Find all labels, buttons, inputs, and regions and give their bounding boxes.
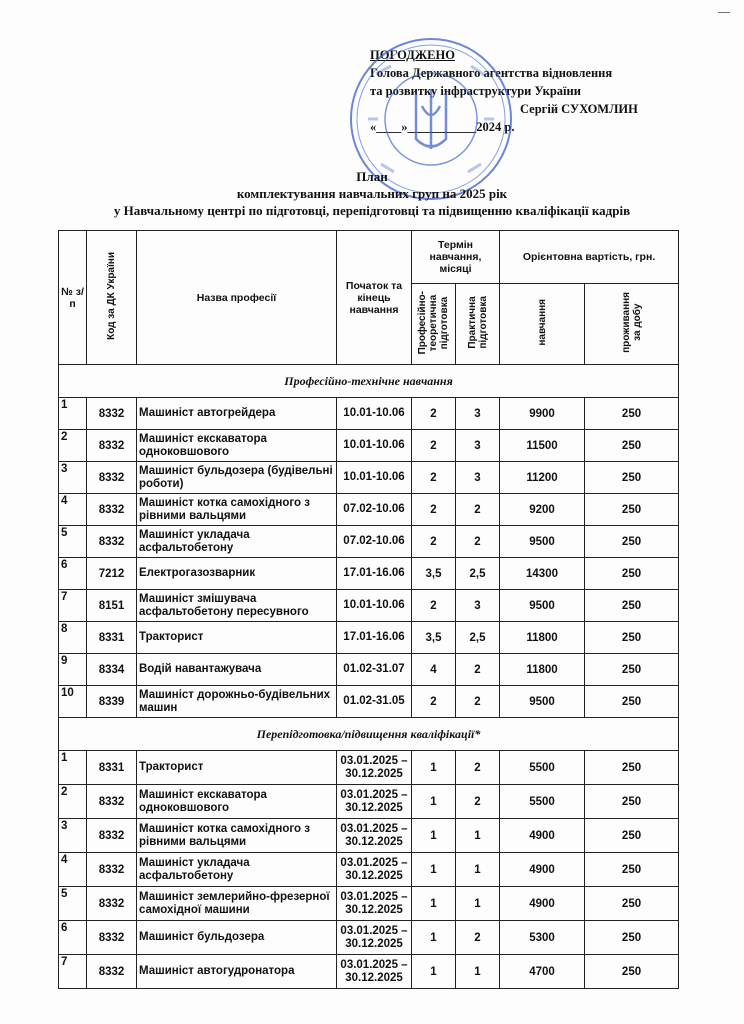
approval-heading: ПОГОДЖЕНО	[370, 48, 455, 62]
cell-theory: 1	[412, 751, 456, 785]
cell-training: 11500	[500, 430, 585, 462]
cell-theory: 1	[412, 785, 456, 819]
cell-num: 8	[59, 622, 87, 654]
plan-table	[58, 230, 679, 989]
cell-num: 10	[59, 686, 87, 718]
cell-dates: 17.01-16.06	[337, 622, 412, 654]
cell-living: 250	[585, 853, 679, 887]
cell-practice: 2	[456, 526, 500, 558]
cell-dates: 07.02-10.06	[337, 526, 412, 558]
table-row	[59, 921, 679, 955]
table-row	[59, 430, 679, 462]
table-body	[59, 365, 679, 989]
cell-dates: 03.01.2025 – 30.12.2025	[337, 751, 412, 785]
cell-profession: Машиніст котка самохідного з рівними вальцями	[137, 494, 337, 526]
cell-code: 8331	[87, 622, 137, 654]
cell-profession: Електрогазозварник	[137, 558, 337, 590]
header-training-text: навчання	[536, 299, 548, 346]
cell-theory: 2	[412, 430, 456, 462]
corner-mark: —	[718, 4, 730, 18]
cell-training: 5500	[500, 751, 585, 785]
cell-theory: 2	[412, 494, 456, 526]
cell-theory: 1	[412, 819, 456, 853]
cell-theory: 2	[412, 462, 456, 494]
cell-practice: 1	[456, 853, 500, 887]
cell-profession: Машиніст дорожньо-будівельних машин	[137, 686, 337, 718]
cell-practice: 1	[456, 819, 500, 853]
cell-theory: 1	[412, 921, 456, 955]
cell-training: 11800	[500, 654, 585, 686]
cell-practice: 2	[456, 654, 500, 686]
cell-practice: 2,5	[456, 558, 500, 590]
header-duration: Термін навчання, місяці	[412, 231, 500, 284]
cell-profession: Машиніст автогудронатора	[137, 955, 337, 989]
header-theory	[412, 284, 456, 365]
cell-living: 250	[585, 785, 679, 819]
cell-practice: 3	[456, 430, 500, 462]
cell-code: 8332	[87, 398, 137, 430]
cell-training: 4900	[500, 887, 585, 921]
title-line-subject: комплектування навчальних груп на 2025 рік	[236, 186, 508, 201]
table-row	[59, 751, 679, 785]
header-num: № з/п	[59, 231, 87, 365]
cell-num: 4	[59, 494, 87, 526]
title-line-center: у Навчальному центрі по підготовці, перепідготовці та підвищенню кваліфікації кадрів	[113, 203, 631, 218]
cell-theory: 2	[412, 590, 456, 622]
cell-num: 5	[59, 526, 87, 558]
cell-training: 9200	[500, 494, 585, 526]
cell-practice: 2	[456, 921, 500, 955]
cell-num: 7	[59, 955, 87, 989]
cell-code: 8332	[87, 462, 137, 494]
cell-training: 9500	[500, 590, 585, 622]
table-row	[59, 590, 679, 622]
cell-dates: 01.02-31.07	[337, 654, 412, 686]
cell-training: 11200	[500, 462, 585, 494]
cell-profession: Машиніст бульдозера (будівельні роботи)	[137, 462, 337, 494]
cell-dates: 10.01-10.06	[337, 430, 412, 462]
approval-date: «____»___________2024 р.	[370, 120, 515, 134]
approval-block	[370, 46, 730, 136]
cell-theory: 1	[412, 955, 456, 989]
cell-dates: 17.01-16.06	[337, 558, 412, 590]
cell-living: 250	[585, 590, 679, 622]
cell-practice: 3	[456, 398, 500, 430]
cell-num: 3	[59, 462, 87, 494]
cell-practice: 1	[456, 887, 500, 921]
cell-theory: 1	[412, 887, 456, 921]
cell-num: 3	[59, 819, 87, 853]
header-practice-text: Практична підготовка	[466, 296, 489, 349]
cell-theory: 2	[412, 398, 456, 430]
cell-living: 250	[585, 622, 679, 654]
cell-profession: Машиніст екскаватора одноковшового	[137, 785, 337, 819]
cell-profession: Машиніст бульдозера	[137, 921, 337, 955]
table-row	[59, 462, 679, 494]
cell-theory: 4	[412, 654, 456, 686]
cell-code: 7212	[87, 558, 137, 590]
cell-dates: 07.02-10.06	[337, 494, 412, 526]
cell-practice: 3	[456, 590, 500, 622]
cell-profession: Тракторист	[137, 751, 337, 785]
cell-training: 9500	[500, 526, 585, 558]
cell-living: 250	[585, 819, 679, 853]
cell-dates: 10.01-10.06	[337, 462, 412, 494]
header-practice	[456, 284, 500, 365]
cell-living: 250	[585, 558, 679, 590]
cell-training: 11800	[500, 622, 585, 654]
header-living-text: проживання за добу	[620, 292, 643, 353]
table-row	[59, 494, 679, 526]
cell-num: 1	[59, 751, 87, 785]
cell-dates: 03.01.2025 – 30.12.2025	[337, 887, 412, 921]
header-row	[59, 231, 679, 284]
cell-training: 9500	[500, 686, 585, 718]
cell-training: 5500	[500, 785, 585, 819]
cell-num: 2	[59, 430, 87, 462]
cell-training: 4700	[500, 955, 585, 989]
header-code	[87, 231, 137, 365]
section-header-training	[59, 365, 679, 398]
header-dates: Початок та кінець навчання	[337, 231, 412, 365]
table-row	[59, 686, 679, 718]
cell-theory: 1	[412, 853, 456, 887]
cell-num: 1	[59, 398, 87, 430]
cell-code: 8332	[87, 494, 137, 526]
cell-practice: 2	[456, 785, 500, 819]
cell-practice: 3	[456, 462, 500, 494]
approval-position-line1: Голова Державного агентства відновлення	[370, 66, 613, 80]
cell-code: 8332	[87, 430, 137, 462]
cell-theory: 2	[412, 526, 456, 558]
cell-dates: 03.01.2025 – 30.12.2025	[337, 955, 412, 989]
cell-code: 8151	[87, 590, 137, 622]
cell-living: 250	[585, 686, 679, 718]
document-title	[0, 168, 744, 219]
cell-profession: Машиніст котка самохідного з рівними вальцями	[137, 819, 337, 853]
cell-practice: 2,5	[456, 622, 500, 654]
cell-training: 9900	[500, 398, 585, 430]
cell-dates: 01.02-31.05	[337, 686, 412, 718]
cell-living: 250	[585, 526, 679, 558]
cell-num: 6	[59, 558, 87, 590]
cell-living: 250	[585, 921, 679, 955]
cell-profession: Водій навантажувача	[137, 654, 337, 686]
cell-practice: 2	[456, 494, 500, 526]
cell-code: 8332	[87, 921, 137, 955]
header-training	[500, 284, 585, 365]
cell-living: 250	[585, 751, 679, 785]
approval-position-line2: та розвитку інфраструктури України	[370, 84, 581, 98]
cell-dates: 03.01.2025 – 30.12.2025	[337, 921, 412, 955]
cell-profession: Тракторист	[137, 622, 337, 654]
table-row	[59, 853, 679, 887]
header-living	[585, 284, 679, 365]
section-title-training: Професійно-технічне навчання	[59, 365, 679, 398]
cell-living: 250	[585, 462, 679, 494]
cell-living: 250	[585, 398, 679, 430]
cell-dates: 03.01.2025 – 30.12.2025	[337, 819, 412, 853]
approval-signature: Сергій СУХОМЛИН	[520, 102, 638, 116]
cell-living: 250	[585, 887, 679, 921]
header-cost: Орієнтовна вартість, грн.	[500, 231, 679, 284]
title-line-plan: План	[356, 169, 388, 184]
cell-training: 14300	[500, 558, 585, 590]
cell-code: 8332	[87, 819, 137, 853]
cell-profession: Машиніст екскаватора одноковшового	[137, 430, 337, 462]
cell-practice: 1	[456, 955, 500, 989]
header-code-text: Код за ДК України	[106, 252, 117, 340]
cell-code: 8332	[87, 887, 137, 921]
cell-practice: 2	[456, 751, 500, 785]
cell-training: 4900	[500, 819, 585, 853]
cell-profession: Машиніст змішувача асфальтобетону пересувного	[137, 590, 337, 622]
cell-profession: Машиніст автогрейдера	[137, 398, 337, 430]
section-header-retraining	[59, 718, 679, 751]
cell-living: 250	[585, 654, 679, 686]
cell-code: 8331	[87, 751, 137, 785]
header-theory-text: Професійно- теоретична підготовка	[417, 290, 450, 355]
section-title-retraining: Перепідготовка/підвищення кваліфікації*	[59, 718, 679, 751]
cell-profession: Машиніст укладача асфальтобетону	[137, 526, 337, 558]
table-row	[59, 558, 679, 590]
table-row	[59, 526, 679, 558]
cell-num: 5	[59, 887, 87, 921]
table-row	[59, 785, 679, 819]
cell-living: 250	[585, 494, 679, 526]
table-row	[59, 819, 679, 853]
cell-theory: 3,5	[412, 622, 456, 654]
header-profession: Назва професії	[137, 231, 337, 365]
table-row	[59, 955, 679, 989]
cell-dates: 10.01-10.06	[337, 398, 412, 430]
cell-profession: Машиніст землерийно-фрезерної самохідної машини	[137, 887, 337, 921]
cell-training: 4900	[500, 853, 585, 887]
cell-living: 250	[585, 430, 679, 462]
cell-num: 6	[59, 921, 87, 955]
cell-code: 8332	[87, 526, 137, 558]
cell-num: 9	[59, 654, 87, 686]
cell-dates: 03.01.2025 – 30.12.2025	[337, 853, 412, 887]
cell-code: 8332	[87, 955, 137, 989]
cell-code: 8332	[87, 853, 137, 887]
cell-num: 4	[59, 853, 87, 887]
table-row	[59, 887, 679, 921]
cell-dates: 03.01.2025 – 30.12.2025	[337, 785, 412, 819]
cell-num: 2	[59, 785, 87, 819]
cell-living: 250	[585, 955, 679, 989]
cell-training: 5300	[500, 921, 585, 955]
cell-theory: 3,5	[412, 558, 456, 590]
cell-code: 8332	[87, 785, 137, 819]
cell-theory: 2	[412, 686, 456, 718]
cell-code: 8334	[87, 654, 137, 686]
cell-code: 8339	[87, 686, 137, 718]
table-row	[59, 622, 679, 654]
table-row	[59, 654, 679, 686]
cell-dates: 10.01-10.06	[337, 590, 412, 622]
cell-num: 7	[59, 590, 87, 622]
cell-profession: Машиніст укладача асфальтобетону	[137, 853, 337, 887]
cell-practice: 2	[456, 686, 500, 718]
table-row	[59, 398, 679, 430]
